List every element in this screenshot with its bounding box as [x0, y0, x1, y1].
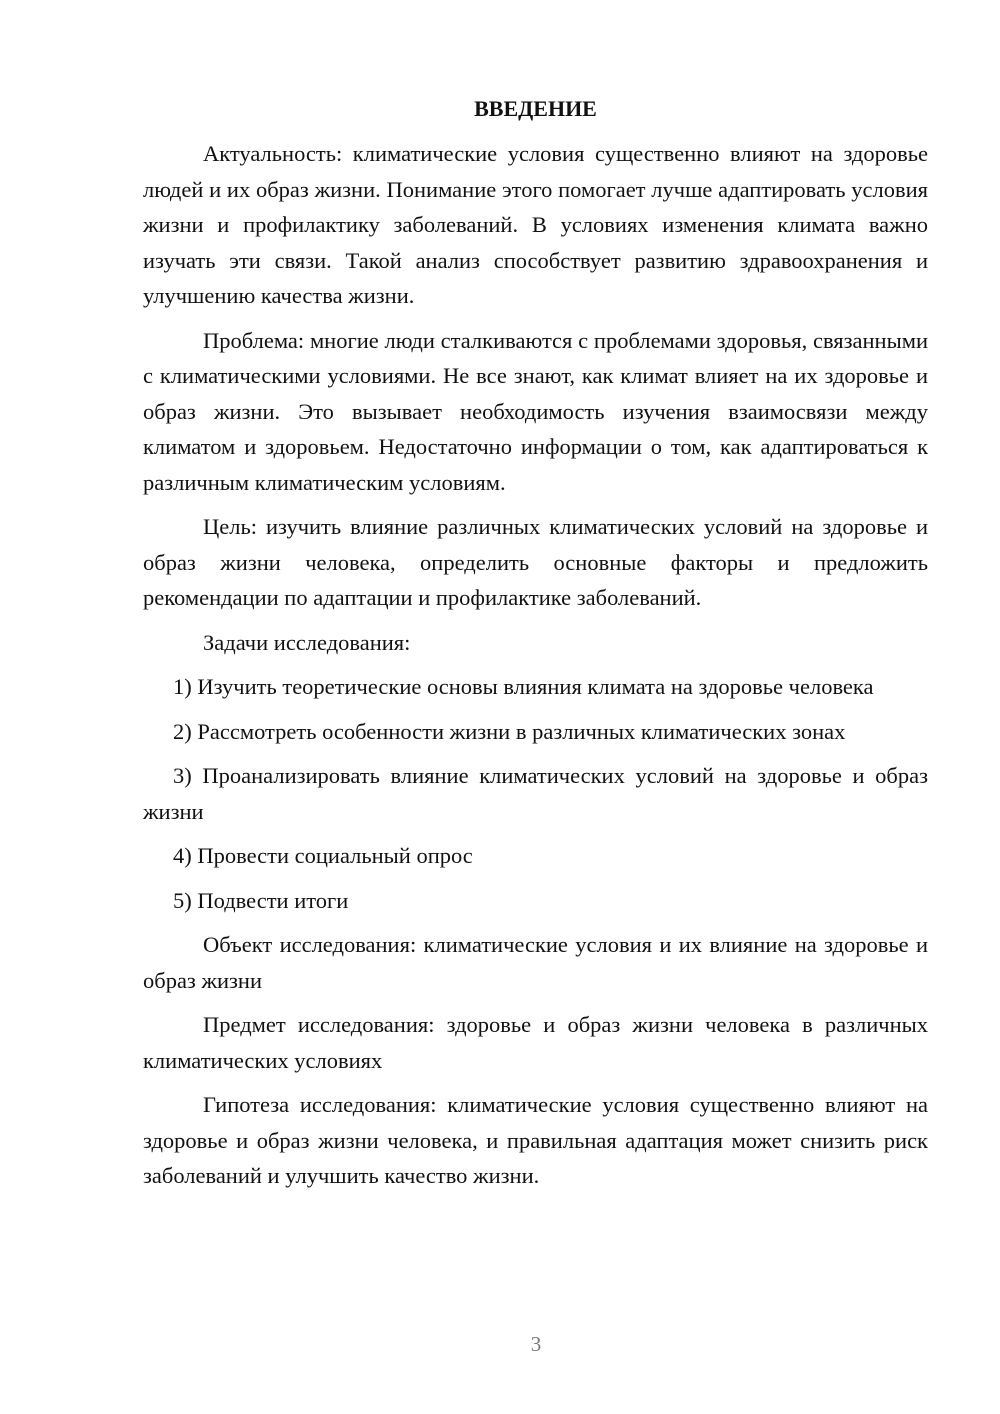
subject-paragraph: Предмет исследования: здоровье и образ жизни человека в различных климатических условиях [143, 1012, 928, 1073]
task-item-5: 5) Подвести итоги [173, 887, 349, 913]
task-item-3: 3) Проанализировать влияние климатических условий на здоровье и образ жизни [143, 763, 928, 824]
hypothesis-paragraph: Гипотеза исследования: климатические условия существенно влияют на здоровье и образ жизни человека, и правильная адаптация может снизить риск заболеваний и улучшить качество жизни. [143, 1092, 928, 1188]
problem-paragraph: Проблема: многие люди сталкиваются с проблемами здоровья, связанными с климатическими условиями. Не все знают, как климат влияет на их здоровье и образ жизни. Это вызывает необходимость изучения взаимосвязи между климатом и здоровьем. Недостаточно информации о том, как адаптироваться к различным климатическим условиям. [143, 327, 928, 495]
page-title: ВВЕДЕНИЕ [474, 96, 597, 121]
task-item-1: 1) Изучить теоретические основы влияния климата на здоровье человека [173, 674, 874, 699]
task-item-2: 2) Рассмотреть особенности жизни в различных климатических зонах [173, 718, 846, 744]
goal-paragraph: Цель: изучить влияние различных климатических условий на здоровье и образ жизни человека, определить основные факторы и предложить рекомендации по адаптации и профилактике заболеваний. [143, 514, 928, 610]
task-item-4: 4) Провести социальный опрос [173, 843, 473, 868]
relevance-paragraph: Актуальность: климатические условия существенно влияют на здоровье людей и их образ жизни. Понимание этого помогает лучше адаптировать условия жизни и профилактику заболеваний. В условиях изменения климата важно изучать эти связи. Такой анализ способствует развитию здравоохранения и улучшению качества жизни. [143, 141, 928, 308]
page-number: 3 [530, 1332, 542, 1356]
tasks-heading: Задачи исследования: [203, 629, 411, 655]
page-content [143, 94, 928, 1203]
object-paragraph: Объект исследования: климатические условия и их влияние на здоровье и образ жизни [143, 932, 928, 993]
